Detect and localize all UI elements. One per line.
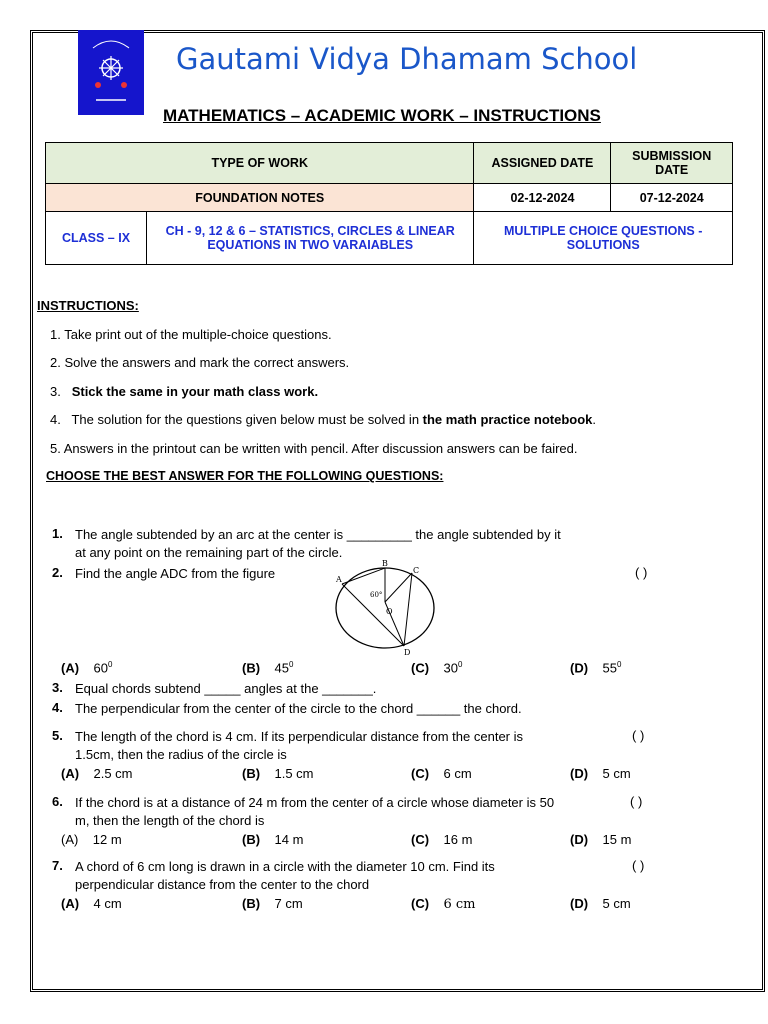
answer-box-7[interactable]: ( ) [632, 858, 645, 873]
instructions-heading: INSTRUCTIONS: [37, 298, 139, 313]
question-7-text: A chord of 6 cm long is drawn in a circle with the diameter 10 cm. Find its perpendicular distance from the center to the chord [75, 859, 495, 892]
circle-figure [330, 558, 440, 658]
question-3-number: 3. [52, 680, 63, 695]
q7-option-a[interactable]: (A) 4 cm [61, 896, 122, 911]
figure-angle-label: 60° [370, 591, 383, 599]
q7-option-d[interactable]: (D) 5 cm [570, 896, 631, 911]
instruction-3: 3. Stick the same in your math class work. [50, 384, 319, 399]
q7-option-c[interactable]: (C) 6 cm [411, 896, 476, 912]
q5-option-a[interactable]: (A) 2.5 cm [61, 766, 133, 781]
document-subtitle: MATHEMATICS – ACADEMIC WORK – INSTRUCTIONS [163, 106, 601, 125]
q7-option-b[interactable]: (B) 7 cm [242, 896, 303, 911]
instruction-2: 2. Solve the answers and mark the correct answers. [50, 355, 350, 370]
question-4-text: The perpendicular from the center of the circle to the chord ______ the chord. [75, 701, 522, 716]
question-5-number: 5. [52, 728, 63, 743]
answer-box-2[interactable]: ( ) [635, 565, 648, 580]
q2-option-b[interactable]: (B) $45^0$ [242, 660, 294, 676]
question-2-text: Find the angle ADC from the figure [75, 566, 276, 581]
q5-option-c[interactable]: (C) 6 cm [411, 766, 472, 781]
chapters-cell: CH - 9, 12 & 6 – STATISTICS, CIRCLES & LINEAR EQUATIONS IN TWO VARAIABLES [147, 212, 474, 265]
question-1-text: The angle subtended by an arc at the center is _________ the angle subtended by it at any point on the remaining part of the circle. [75, 527, 561, 560]
question-4-number: 4. [52, 700, 63, 715]
q2-option-c[interactable]: (C) $30^0$ [411, 660, 463, 676]
q5-option-d[interactable]: (D) 5 cm [570, 766, 631, 781]
figure-label-o: O [386, 607, 393, 616]
header-type-of-work: TYPE OF WORK [46, 143, 474, 184]
instruction-4: 4. The solution for the questions given below must be solved in the math practice notebook. [50, 412, 597, 427]
q6-option-a[interactable]: (A) 12 m [61, 832, 122, 847]
figure-label-b: B [382, 559, 388, 568]
question-6-number: 6. [52, 794, 63, 809]
assigned-date-cell: 02-12-2024 [474, 184, 611, 212]
answer-box-6[interactable]: ( ) [630, 794, 643, 809]
choose-heading: CHOOSE THE BEST ANSWER FOR THE FOLLOWING QUESTIONS: [46, 469, 444, 483]
work-type-cell: FOUNDATION NOTES [46, 184, 474, 212]
instruction-5: 5. Answers in the printout can be written with pencil. After discussion answers can be faired. [50, 441, 578, 456]
task-cell: MULTIPLE CHOICE QUESTIONS - SOLUTIONS [474, 212, 733, 265]
q2-option-a[interactable]: (A) $60^0$ [61, 660, 113, 676]
q6-option-d[interactable]: (D) 15 m [570, 832, 632, 847]
header-submission-date: SUBMISSION DATE [611, 143, 733, 184]
instruction-1: 1. Take print out of the multiple-choice questions. [50, 327, 332, 342]
question-7-number: 7. [52, 858, 63, 873]
question-6-text: If the chord is at a distance of 24 m from the center of a circle whose diameter is 50 m, then the length of the chord is [75, 795, 555, 828]
figure-label-a: A [336, 575, 342, 584]
submission-date-cell: 07-12-2024 [611, 184, 733, 212]
answer-box-5[interactable]: ( ) [632, 728, 645, 743]
class-cell: CLASS – IX [46, 212, 147, 265]
q5-option-b[interactable]: (B) 1.5 cm [242, 766, 314, 781]
figure-label-d: D [404, 648, 411, 657]
question-3-text: Equal chords subtend _____ angles at the _______. [75, 681, 377, 696]
question-5-text: The length of the chord is 4 cm. If its perpendicular distance from the center is 1.5cm, then the radius of the circle is [75, 729, 523, 762]
work-details-table [45, 142, 733, 265]
school-name: Gautami Vidya Dhamam School [176, 42, 638, 76]
header-assigned-date: ASSIGNED DATE [474, 143, 611, 184]
q6-option-b[interactable]: (B) 14 m [242, 832, 304, 847]
q6-option-c[interactable]: (C) 16 m [411, 832, 473, 847]
question-2-number: 2. [52, 565, 63, 580]
figure-label-c: C [413, 566, 420, 575]
q2-option-d[interactable]: (D) $55^0$ [570, 660, 622, 676]
question-1-number: 1. [52, 526, 63, 541]
